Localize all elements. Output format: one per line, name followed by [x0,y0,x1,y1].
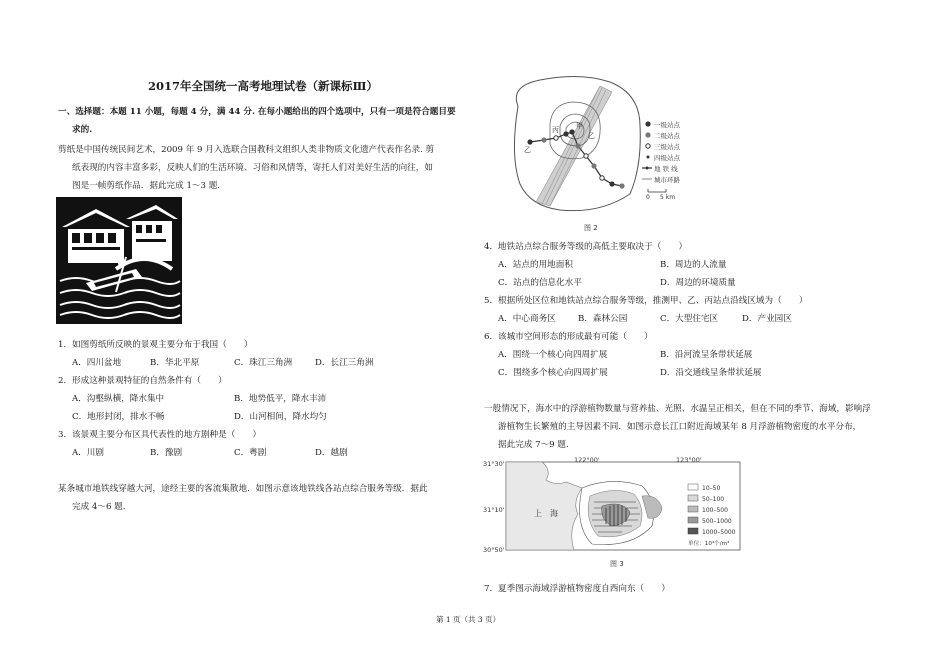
question-6-option-a[interactable]: A．围绕一个核心向四周扩展 [498,350,608,360]
question-2-stem: 2．形成这种景观特征的自然条件有（ ） [58,376,227,386]
question-3-option-c[interactable]: C．粤剧 [234,448,267,458]
question-1-option-d[interactable]: D．长江三角洲 [315,358,374,368]
legend-level-1: 一级站点 [654,121,680,129]
figure-3-plankton-map [482,456,744,572]
legend-50-100: 50–100 [702,496,725,503]
question-2-option-a[interactable]: A．沟壑纵横，降水集中 [72,394,165,404]
lat-label-2: 31°10' [483,506,505,514]
scale-label: 5 km [660,194,676,201]
place-shanghai: 上 海 [534,509,558,518]
legend-500-1000: 500–1000 [702,518,732,525]
question-5-option-a[interactable]: A．中心商务区 [498,314,556,324]
question-2-option-b[interactable]: B．地势低平，降水丰沛 [234,394,327,404]
station-label-jia: 甲 [576,122,583,130]
question-1-option-c[interactable]: C．珠江三角洲 [234,358,293,368]
legend-100-500: 100–500 [702,507,728,514]
question-5-option-c[interactable]: C．大型住宅区 [660,314,719,324]
question-6-option-d[interactable]: D．沿交通线呈条带状延展 [660,368,762,378]
section-heading-line1: 一、选择题：本题 11 小题，每题 4 分，满 44 分. 在每小题给出的四个选项中，只有一项是符合题目要 [58,107,456,117]
intro1-line1: 剪纸是中国传统民间艺术，2009 年 9 月入选联合国教科文组织人类非物质文化遗产代表作名录. 剪 [58,145,435,155]
intro3-line2: 游植物生长繁殖的主导因素不同．如图示意长江口附近海域某年 8 月浮游植物密度的水平分布， [498,422,862,432]
paper-cut-image [56,197,182,324]
question-2-option-d[interactable]: D．山河相间，降水均匀 [234,412,327,422]
question-2-option-c[interactable]: C．地形封闭，排水不畅 [72,412,165,422]
question-3-option-a[interactable]: A．川剧 [72,448,104,458]
intro2-line1: 某条城市地铁线穿越大河，途经主要的客流集散地．如图示意该地铁线各站点综合服务等级．据此 [58,484,428,494]
question-4-option-c[interactable]: C．站点的信息化水平 [498,278,582,288]
section-heading-line2: 求的. [72,125,93,135]
intro3-line3: 据此完成 7～9 题. [498,440,569,450]
question-6-option-c[interactable]: C．围绕多个核心向四周扩展 [498,368,608,378]
station-label-bing: 丙 [552,126,559,134]
legend-subway-line: 地 铁 线 [654,165,678,173]
question-3-option-b[interactable]: B．豫剧 [150,448,183,458]
figure-2-subway-map [490,66,690,234]
question-1-stem: 1．如图剪纸所反映的景观主要分布于我国（ ） [58,340,253,350]
figure-2-caption: 图 2 [584,224,598,232]
question-6-stem: 6．该城市空间形态的形成最有可能（ ） [484,332,653,342]
lon-label-2: 123°00' [676,456,702,464]
lon-label-1: 122°00' [574,456,600,464]
intro1-line2: 纸表现的内容丰富多彩，反映人们的生活环境、习俗和风情等，寄托人们对美好生活的向往，如 [72,163,433,173]
intro3-line1: 一般情况下，海水中的浮游植物数量与营养盐、光照、水温呈正相关，但在不同的季节、海域，影响浮 [484,404,871,414]
paper-cut-art [56,197,182,324]
legend-1000-5000: 1000–5000 [702,529,736,536]
legend-level-2: 二级站点 [654,132,680,140]
question-4-stem: 4．地铁站点综合服务等级的高低主要取决于（ ） [484,242,688,252]
question-3-option-d[interactable]: D．越剧 [315,448,348,458]
station-label-yi-2: 乙 [524,146,531,154]
question-5-option-b[interactable]: B．森林公园 [578,314,628,324]
page-footer: 第 1 页（共 3 页） [436,615,501,624]
question-4-option-a[interactable]: A．站点的用地面积 [498,260,573,270]
figure-3-caption: 图 3 [610,560,624,568]
question-1-option-b[interactable]: B．华北平原 [150,358,200,368]
station-label-yi: 乙 [588,132,595,140]
question-6-option-b[interactable]: B．沿河流呈条带状延展 [660,350,753,360]
lat-label-3: 30°50' [483,546,505,554]
legend-level-3: 三级站点 [654,143,680,151]
question-4-option-b[interactable]: B．周边的人流量 [660,260,727,270]
question-5-stem: 5．根据所处区位和地铁站点综合服务等级，推测甲、乙、丙站点沿线区域为（ ） [484,296,808,306]
legend-10-50: 10–50 [702,485,721,492]
question-1-option-a[interactable]: A．四川盆地 [72,358,122,368]
question-5-option-d[interactable]: D．产业园区 [742,314,792,324]
legend-level-4: 四级站点 [654,154,680,162]
question-4-option-d[interactable]: D．周边的环境质量 [660,278,736,288]
scale-zero: 0 [646,194,650,201]
page-title: 2017年全国统一高考地理试卷（新课标Ⅲ） [148,79,379,93]
question-7-stem: 7．夏季图示海域浮游植物密度自西向东（ ） [484,584,670,594]
legend-ring-road: 城市环路 [654,176,680,184]
intro2-line2: 完成 4～6 题. [72,502,126,512]
lat-label-1: 31°30' [483,460,505,468]
intro1-line3: 图是一帧剪纸作品．据此完成 1～3 题. [72,181,221,191]
question-3-stem: 3．该景观主要分布区具代表性的地方剧种是（ ） [58,430,262,440]
legend-unit: 单位：10⁴个/m³ [688,541,730,547]
